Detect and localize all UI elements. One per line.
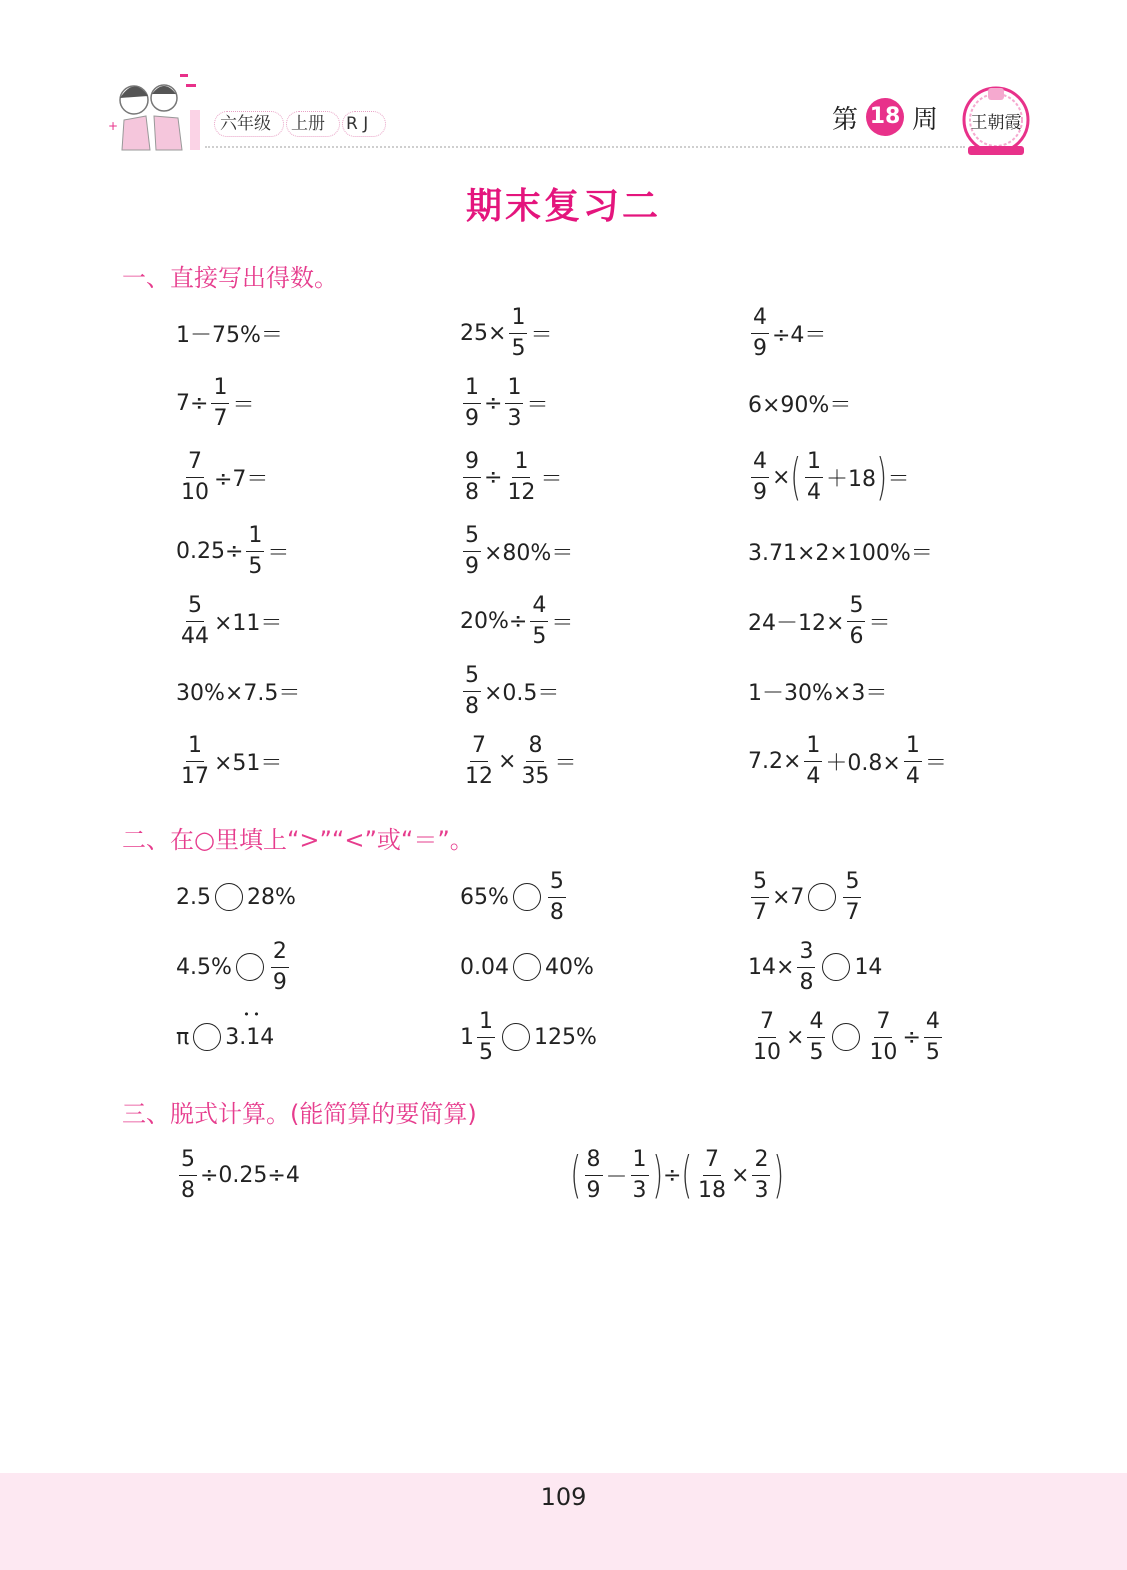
- section-1-heading: 一、直接写出得数。: [122, 264, 338, 292]
- section-2-heading: 二、在○里填上“>”“<”或“＝”。: [122, 826, 474, 854]
- q1-r5c3: 24－12× $\frac{5}{6}$ ＝: [748, 592, 891, 649]
- q2-r1c3: $\frac{5}{7}$ ×7 $\frac{5}{7}$: [753, 868, 860, 925]
- q1-r6c1: 30%×7.5＝: [176, 680, 301, 706]
- compare-circle[interactable]: [513, 953, 541, 981]
- week-number-badge: 18: [866, 98, 904, 136]
- svg-text:+: +: [108, 119, 119, 133]
- compare-circle[interactable]: [808, 883, 836, 911]
- q1-r2c3: 6×90%＝: [748, 392, 852, 418]
- q1-r5c2: 20%÷ $\frac{4}{5}$ ＝: [460, 592, 574, 649]
- q2-r3c2: 1 $\frac{1}{5}$ 125%: [460, 1008, 597, 1065]
- week-suffix: 周: [912, 105, 939, 135]
- grade-label: 六年级: [220, 114, 271, 134]
- section-3-heading: 三、脱式计算。(能简算的要简算): [122, 1100, 477, 1128]
- q2-r3c1: π • • 3.14: [176, 1002, 274, 1072]
- svg-text:王朝霞: 王朝霞: [970, 113, 1022, 133]
- compare-circle[interactable]: [193, 1023, 221, 1051]
- compare-circle[interactable]: [236, 953, 264, 981]
- q1-r3c1: $\frac{7}{10}$ ÷7＝: [181, 448, 269, 505]
- q2-r3c3: $\frac{7}{10}$ × $\frac{4}{5}$ $\frac{7}{10}$ ÷ $\frac{4}{5}$: [753, 1008, 940, 1065]
- compare-circle[interactable]: [215, 883, 243, 911]
- q1-r4c3: 3.71×2×100%＝: [748, 540, 933, 566]
- q2-r2c1: 4.5% $\frac{2}{9}$: [176, 938, 287, 995]
- compare-circle[interactable]: [832, 1023, 860, 1051]
- q1-r4c1: 0.25÷ $\frac{1}{5}$ ＝: [176, 522, 290, 579]
- q1-r2c2: $\frac{1}{9}$ ÷ $\frac{1}{3}$ ＝: [465, 374, 549, 431]
- edition-label: R J: [346, 114, 369, 134]
- brand-seal-logo: [960, 80, 1032, 160]
- q1-r3c2: $\frac{9}{8}$ ÷ $\frac{1}{12}$ ＝: [465, 448, 563, 505]
- q1-r7c2: $\frac{7}{12}$ × $\frac{8}{35}$ ＝: [465, 732, 577, 789]
- q1-r2c1: 7÷ $\frac{1}{7}$ ＝: [176, 374, 255, 431]
- header-illustration: [106, 70, 206, 158]
- compare-circle[interactable]: [502, 1023, 530, 1051]
- q2-r2c3: 14× $\frac{3}{8}$ 14: [748, 938, 883, 995]
- week-prefix: 第: [832, 105, 859, 135]
- header-divider: [205, 146, 965, 148]
- compare-circle[interactable]: [822, 953, 850, 981]
- q1-r6c2: $\frac{5}{8}$ ×0.5＝: [465, 662, 560, 719]
- q1-r3c3: $\frac{4}{9}$ × ( $\frac{1}{4}$ ＋18 ) ＝: [753, 448, 910, 506]
- q1-r1c1: 1－75%＝: [176, 322, 283, 348]
- compare-circle[interactable]: [513, 883, 541, 911]
- repeating-decimal: • • 3.14: [225, 1025, 274, 1050]
- q1-r1c3: $\frac{4}{9}$ ÷4＝: [753, 304, 827, 361]
- q1-r5c1: $\frac{5}{44}$ ×11＝: [181, 592, 283, 649]
- q1-r7c3: 7.2× $\frac{1}{4}$ ＋0.8× $\frac{1}{4}$ ＝: [748, 732, 947, 789]
- q3-expr-1: $\frac{5}{8}$ ÷0.25÷4: [181, 1146, 300, 1203]
- q1-r4c2: $\frac{5}{9}$ ×80%＝: [465, 522, 574, 579]
- q3-expr-2: ( $\frac{8}{9}$ － $\frac{1}{3}$ ) ÷ ( $\frac{7}{18}$ × $\frac{2}{3}$ ): [570, 1146, 785, 1204]
- q1-r7c1: $\frac{1}{17}$ ×51＝: [181, 732, 283, 789]
- q1-r1c2: 25× $\frac{1}{5}$ ＝: [460, 304, 553, 361]
- q2-r1c2: 65% $\frac{5}{8}$: [460, 868, 564, 925]
- page-title: 期末复习二: [465, 186, 661, 227]
- q2-r1c1: 2.5 28%: [176, 884, 296, 910]
- q1-r6c3: 1－30%×3＝: [748, 680, 888, 706]
- volume-label: 上册: [291, 114, 325, 134]
- page-number: 109: [540, 1483, 587, 1511]
- q2-r2c2: 0.04 40%: [460, 954, 594, 980]
